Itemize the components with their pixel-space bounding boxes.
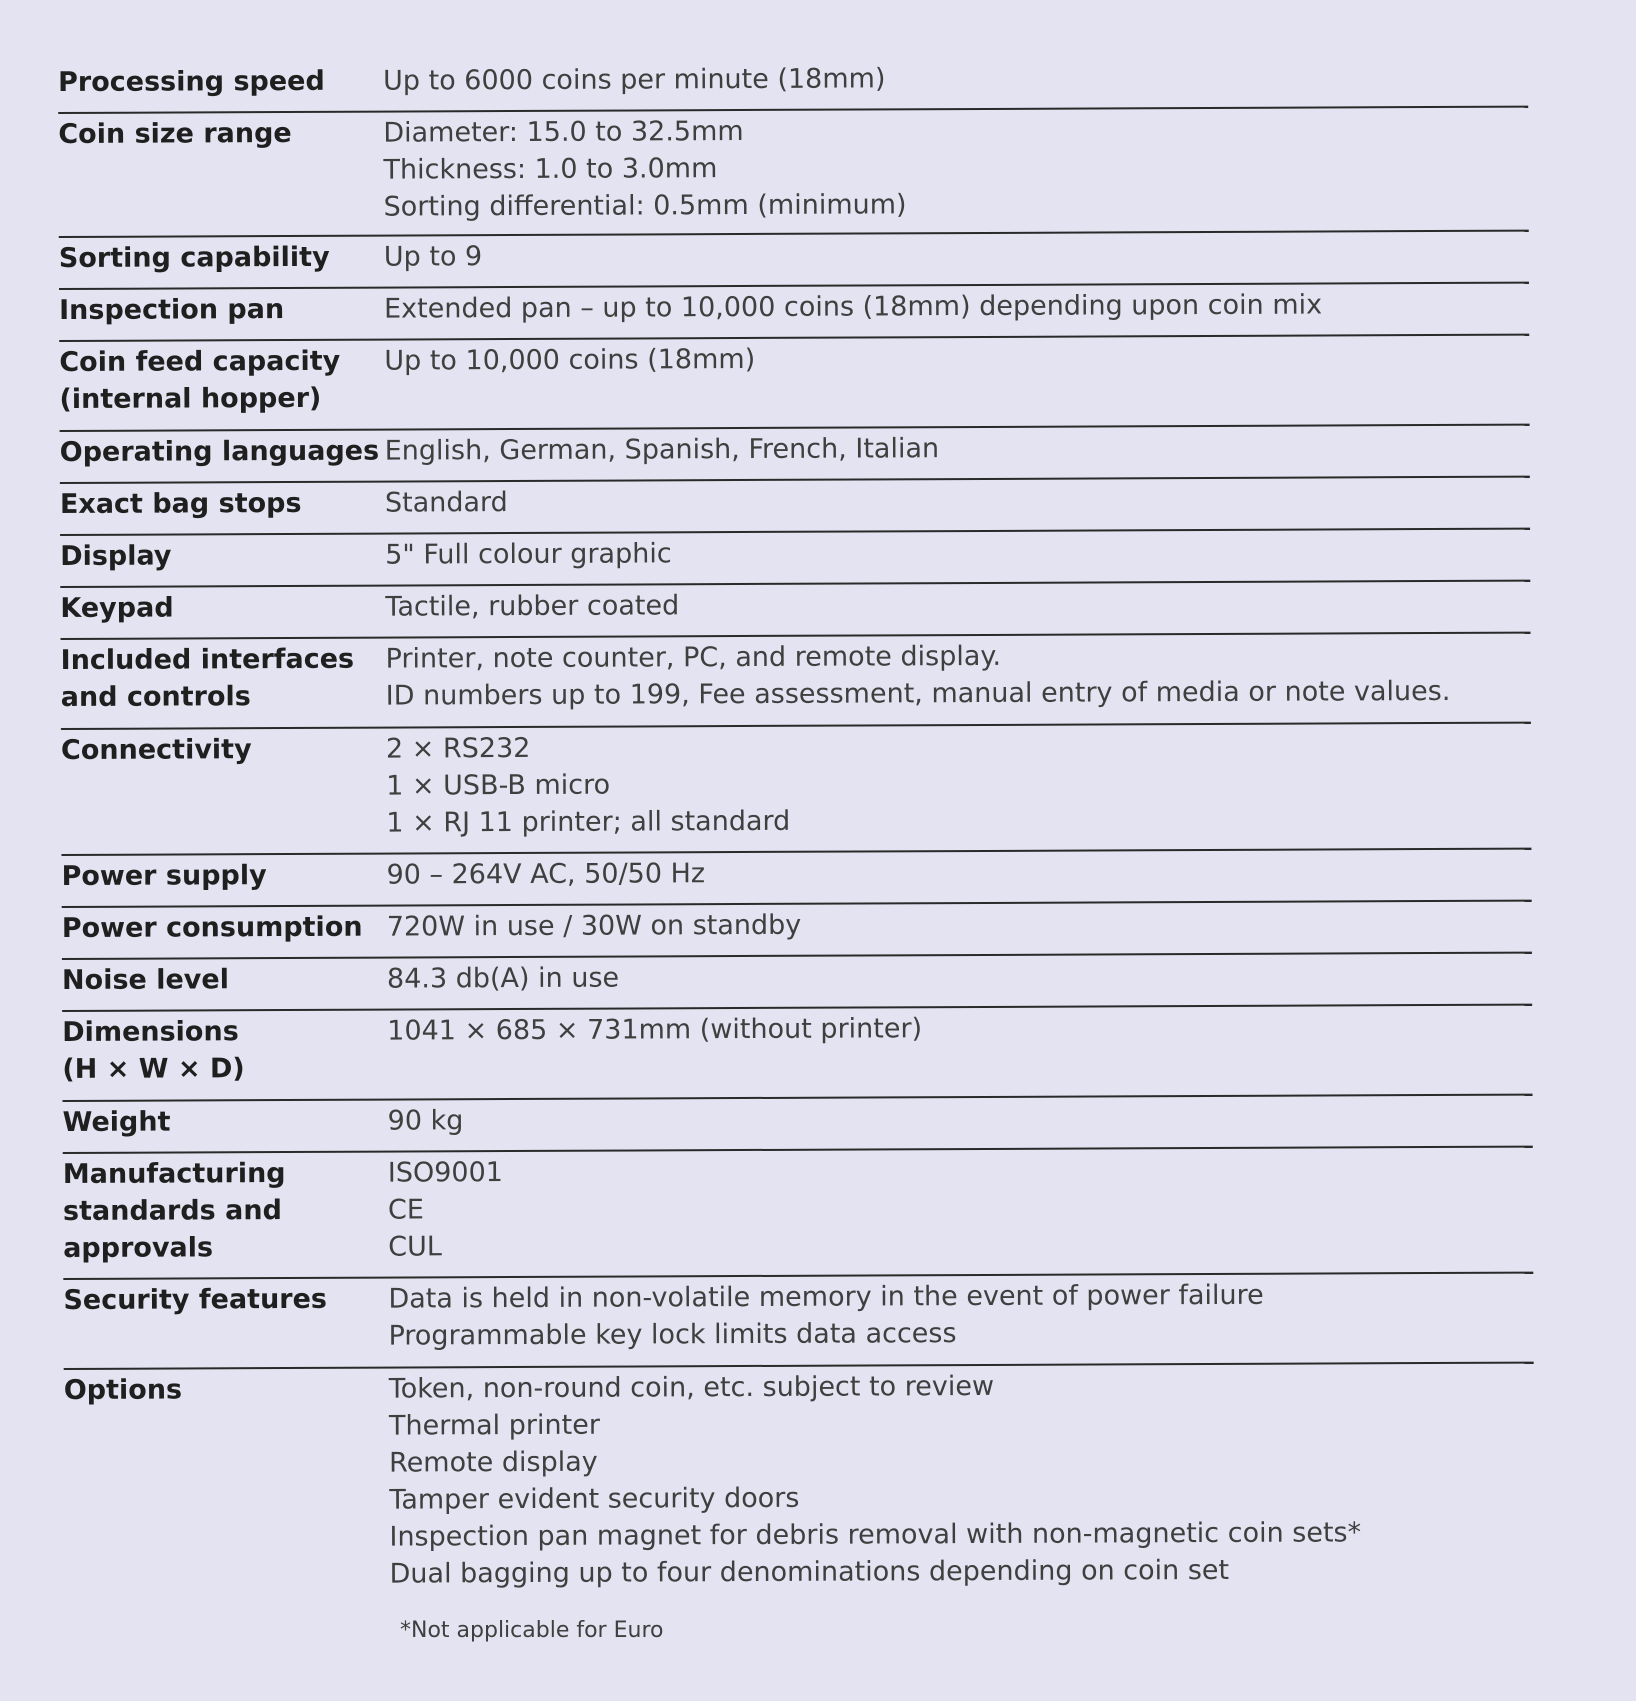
spec-value: CE [387,1194,425,1226]
spec-values [388,1150,1533,1266]
spec-value: 1041 × 685 × 731mm (without printer) [387,1013,923,1047]
spec-label: Exact bag stops [59,487,302,520]
spec-value: 1 × RJ 11 printer; all standard [386,805,791,839]
spec-row [64,1364,1535,1610]
spec-value: Inspection pan magnet for debris removal with non-magnetic coin sets* [389,1517,1362,1553]
spec-label: Sorting capability [58,241,330,274]
spec-value: Dual bagging up to four denominations depending on coin set [389,1554,1230,1590]
spec-values [389,1366,1535,1593]
spec-label: Security features [63,1283,328,1316]
spec-values [383,110,1528,226]
spec-value: 5" Full colour graphic [385,538,672,571]
spec-values [385,480,1530,522]
spec-value: 720W in use / 30W on standby [386,909,802,943]
spec-row [63,1274,1533,1370]
spec-value: ISO9001 [387,1157,503,1189]
spec-value: Token, non-round coin, etc. subject to review [388,1370,995,1405]
spec-label: Options [63,1374,183,1406]
spec-value: Tamper evident security doors [389,1482,800,1516]
spec-label: Dimensions (H × W × D) [62,1016,245,1085]
spec-values [387,904,1532,946]
spec-row [60,478,1530,536]
spec-value: 90 – 264V AC, 50/50 Hz [386,858,706,891]
spec-label: Weight [62,1106,171,1138]
spec-label: Manufacturing standards and approvals [62,1158,286,1264]
spec-values [388,1276,1533,1355]
spec-label: Coin feed capacity (internal hopper) [59,345,341,415]
spec-row [62,1006,1532,1102]
spec-values [385,584,1530,626]
spec-row [62,954,1532,1012]
spec-values [386,852,1531,894]
spec-value: Remote display [389,1446,598,1479]
spec-row [58,56,1528,114]
spec-values [388,1098,1533,1140]
spec-value: English, German, Spanish, French, Italian [384,433,940,467]
spec-row [61,634,1531,730]
spec-values [384,234,1529,276]
spec-label: Processing speed [58,65,325,98]
spec-label: Inspection pan [59,294,285,326]
spec-row [59,232,1529,290]
spec-values [386,726,1531,842]
spec-label: Power consumption [61,911,363,944]
spec-value: Up to 6000 coins per minute (18mm) [383,63,886,97]
spec-value: Programmable key lock limits data access [388,1318,957,1352]
spec-label: Included interfaces and controls [60,643,355,713]
spec-values [387,1008,1532,1050]
spec-value: Tactile, rubber coated [385,590,680,623]
spec-label: Keypad [60,592,174,624]
spec-value: Up to 10,000 coins (18mm) [384,343,756,377]
spec-values [387,956,1532,998]
footnote: *Not applicable for Euro [400,1618,664,1643]
spec-value: Printer, note counter, PC, and remote display. [385,640,1002,675]
spec-value: Sorting differential: 0.5mm (minimum) [383,189,907,223]
spec-value: ID numbers up to 199, Fee assessment, manual entry of media or note values. [385,675,1451,712]
spec-row [63,1096,1533,1154]
spec-table [58,56,1535,1610]
spec-row [60,530,1530,588]
spec-values [386,636,1531,715]
spec-values [384,286,1529,328]
spec-row [63,1148,1534,1280]
spec-label: Power supply [61,860,267,892]
spec-row [61,724,1532,856]
spec-value: 90 kg [387,1105,464,1137]
spec-row [60,582,1530,640]
spec-row [59,336,1529,432]
spec-value: Thermal printer [388,1409,600,1442]
spec-label: Connectivity [60,734,252,766]
spec-value: Diameter: 15.0 to 32.5mm [383,116,744,149]
spec-label: Coin size range [58,117,292,150]
spec-value: 1 × USB-B micro [386,769,611,802]
spec-value: 2 × RS232 [385,732,531,765]
spec-label: Display [60,540,172,572]
spec-value: Standard [384,487,508,519]
spec-values [385,532,1530,574]
spec-value: Thickness: 1.0 to 3.0mm [383,153,718,186]
spec-row [62,902,1532,960]
spec-value: 84.3 db(A) in use [386,962,620,995]
spec-values [385,428,1530,470]
spec-label: Noise level [61,964,229,996]
spec-value: Up to 9 [383,241,483,273]
spec-row [60,426,1530,484]
spec-row [58,108,1529,238]
spec-value: CUL [388,1231,442,1263]
spec-values [383,58,1528,100]
spec-value: Extended pan – up to 10,000 coins (18mm) depending upon coin mix [384,289,1323,325]
spec-values [384,338,1529,380]
spec-row [61,850,1531,908]
spec-label: Operating languages [59,435,380,468]
spec-row [59,284,1529,342]
spec-value: Data is held in non-volatile memory in the event of power failure [388,1279,1264,1315]
